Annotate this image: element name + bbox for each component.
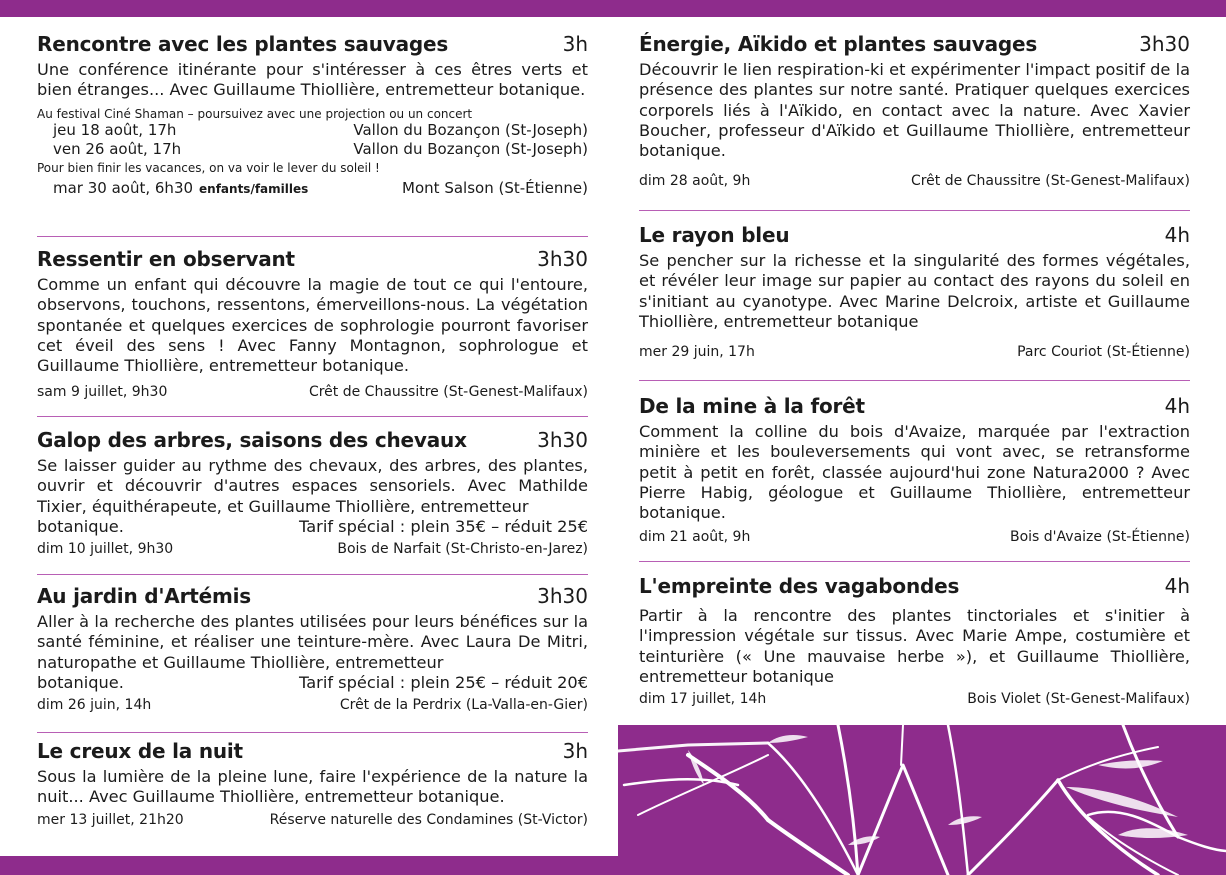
event-title: Le rayon bleu	[639, 223, 790, 247]
event-aikido	[639, 32, 1190, 189]
event-header	[37, 247, 588, 271]
festival-note: Au festival Ciné Shaman – poursuivez avec une projection ou un concert	[37, 106, 473, 121]
tarif-lead: botanique.	[37, 672, 124, 692]
event-duration: 4h	[1164, 574, 1190, 598]
event-header	[37, 739, 588, 763]
top-color-band	[0, 0, 1226, 17]
event-date: ven 26 août, 17h	[53, 139, 182, 158]
event-rencontre	[37, 32, 588, 197]
event-title: Au jardin d'Artémis	[37, 584, 251, 608]
event-title: Énergie, Aïkido et plantes sauvages	[639, 32, 1038, 56]
event-date: dim 17 juillet, 14h	[639, 691, 767, 708]
event-description: Sous la lumière de la pleine lune, faire l'expérience de la nature la nuit... Avec Guillaume Thiollière, entremetteur botanique.	[37, 767, 588, 807]
event-duration: 4h	[1164, 223, 1190, 247]
event-place: Réserve naturelle des Condamines (St-Victor)	[269, 811, 588, 828]
event-description: Comment la colline du bois d'Avaize, marquée par l'extraction minière et les bouleversements qui vont avec, se retransforme petit à petit en forêt, classée aujourd'hui zone Natura2000 ? Avec Pierre Habig, géologue et Guillaume Thiollière, entremetteur botanique.	[639, 422, 1190, 523]
event-date: jeu 18 août, 17h	[53, 120, 177, 139]
date-row	[53, 121, 588, 140]
event-place: Bois de Narfait (St-Christo-en-Jarez)	[337, 541, 588, 558]
date-list	[37, 121, 588, 159]
event-description: Partir à la rencontre des plantes tinctoriales et s'initier à l'impression végétale sur tissus. Avec Marie Ampe, costumière et teinturière (« Une mauvaise herbe »), et Guillaume Thiollière, entremetteur botanique	[639, 606, 1190, 686]
event-header	[639, 574, 1190, 598]
divider	[37, 574, 588, 575]
event-meta	[639, 691, 1190, 707]
event-meta	[37, 384, 588, 400]
event-header	[37, 32, 588, 56]
event-galop	[37, 428, 588, 557]
event-place: Crêt de Chaussitre (St-Genest-Malifaux)	[910, 173, 1190, 190]
event-place: Bois d'Avaize (St-Étienne)	[1009, 529, 1190, 546]
sunrise-note: Pour bien finir les vacances, on va voir le lever du soleil !	[37, 160, 380, 175]
event-place: Vallon du Bozançon (St-Joseph)	[353, 139, 588, 158]
divider	[37, 732, 588, 733]
divider	[639, 561, 1190, 562]
event-date: sam 9 juillet, 9h30	[37, 384, 168, 401]
event-header	[639, 394, 1190, 418]
event-place: Mont Salson (St-Étienne)	[402, 178, 588, 197]
event-header	[639, 223, 1190, 247]
event-creux	[37, 739, 588, 828]
event-duration: 3h	[562, 32, 588, 56]
tarif-lead: botanique.	[37, 516, 124, 536]
event-date: dim 26 juin, 14h	[37, 697, 152, 714]
event-header	[639, 32, 1190, 56]
event-description: Se pencher sur la richesse et la singularité des formes végétales, et révéler leur image sur papier au contact des rayons du soleil en s'initiant au cyanotype. Avec Marine Delcroix, artiste et Guillaume Thiollière, entremetteur botanique	[639, 251, 1190, 331]
event-title: Rencontre avec les plantes sauvages	[37, 32, 449, 56]
plant-silhouette	[618, 725, 1226, 875]
event-meta	[37, 697, 588, 713]
event-meta	[639, 344, 1190, 360]
event-meta	[37, 541, 588, 557]
tarif-price: Tarif spécial : plein 35€ – réduit 25€	[299, 516, 588, 536]
event-description: Découvrir le lien respiration-ki et expérimenter l'impact positif de la présence des plantes sur notre santé. Pratiquer quelques exercices corporels liés à l'Aïkido, en contact avec la nature. Avec Xavier Boucher, professeur d'Aïkido et Guillaume Thiollière, entremetteur botanique.	[639, 60, 1190, 161]
divider	[639, 380, 1190, 381]
event-title: Le creux de la nuit	[37, 739, 243, 763]
event-place: Crêt de la Perdrix (La-Valla-en-Gier)	[339, 697, 588, 714]
event-duration: 3h30	[537, 247, 588, 271]
date-row	[53, 140, 588, 159]
event-date: dim 10 juillet, 9h30	[37, 541, 174, 558]
event-title: Ressentir en observant	[37, 247, 295, 271]
event-artemis	[37, 584, 588, 713]
tarif-line	[37, 673, 588, 693]
event-date: mer 29 juin, 17h	[639, 344, 755, 361]
bottom-color-band	[0, 856, 618, 875]
event-empreinte	[639, 574, 1190, 707]
event-description: Se laisser guider au rythme des chevaux, des arbres, des plantes, ouvrir et découvrir d'autres espaces sensoriels. Avec Mathilde Tixier, équithérapeute, et Guillaume Thiollière, entremetteur	[37, 456, 588, 516]
event-duration: 3h30	[537, 584, 588, 608]
tarif-line	[37, 517, 588, 537]
event-duration: 3h30	[537, 428, 588, 452]
event-date-with-badge	[53, 179, 308, 197]
event-date: dim 28 août, 9h	[639, 173, 751, 190]
event-place: Bois Violet (St-Genest-Malifaux)	[967, 691, 1190, 708]
event-place: Parc Couriot (St-Étienne)	[1017, 344, 1190, 361]
event-meta	[37, 812, 588, 828]
divider	[37, 416, 588, 417]
tarif-price: Tarif spécial : plein 25€ – réduit 20€	[299, 672, 588, 692]
event-description: Une conférence itinérante pour s'intéresser à ces êtres verts et bien étranges... Avec Guillaume Thiollière, entremetteur botanique.	[37, 60, 588, 100]
event-description: Aller à la recherche des plantes utilisées pour leurs bénéfices sur la santé féminine, et réaliser une teinture-mère. Avec Laura De Mitri, naturopathe et Guillaume Thiollière, entremetteur	[37, 612, 588, 672]
divider	[37, 236, 588, 237]
event-ressentir	[37, 247, 588, 400]
event-header	[37, 428, 588, 452]
event-header	[37, 584, 588, 608]
event-title: De la mine à la forêt	[639, 394, 865, 418]
event-duration: 3h	[562, 739, 588, 763]
event-meta	[639, 529, 1190, 545]
divider	[639, 210, 1190, 211]
event-meta	[639, 173, 1190, 189]
event-title: L'empreinte des vagabondes	[639, 574, 960, 598]
event-date: dim 21 août, 9h	[639, 529, 751, 546]
event-place: Crêt de Chaussitre (St-Genest-Malifaux)	[308, 384, 588, 401]
event-date: mar 30 août, 6h30	[53, 178, 194, 197]
event-duration: 4h	[1164, 394, 1190, 418]
event-duration: 3h30	[1139, 32, 1190, 56]
event-mine-foret	[639, 394, 1190, 545]
event-description: Comme un enfant qui découvre la magie de tout ce qui l'entoure, observons, touchons, ressentons, émerveillons-nous. La végétation spontanée et quelques exercices de sophrologie pourront favoriser cet éveil des sens ! Avec Fanny Montagnon, sophrologue et Guillaume Thiollière, entremetteur botanique.	[37, 275, 588, 376]
event-date: mer 13 juillet, 21h20	[37, 811, 184, 828]
event-place: Vallon du Bozançon (St-Joseph)	[353, 120, 588, 139]
event-title: Galop des arbres, saisons des chevaux	[37, 428, 467, 452]
audience-badge: enfants/familles	[199, 181, 309, 196]
plant-illustration	[618, 725, 1226, 875]
date-row-family	[37, 179, 588, 197]
event-rayon-bleu	[639, 223, 1190, 360]
